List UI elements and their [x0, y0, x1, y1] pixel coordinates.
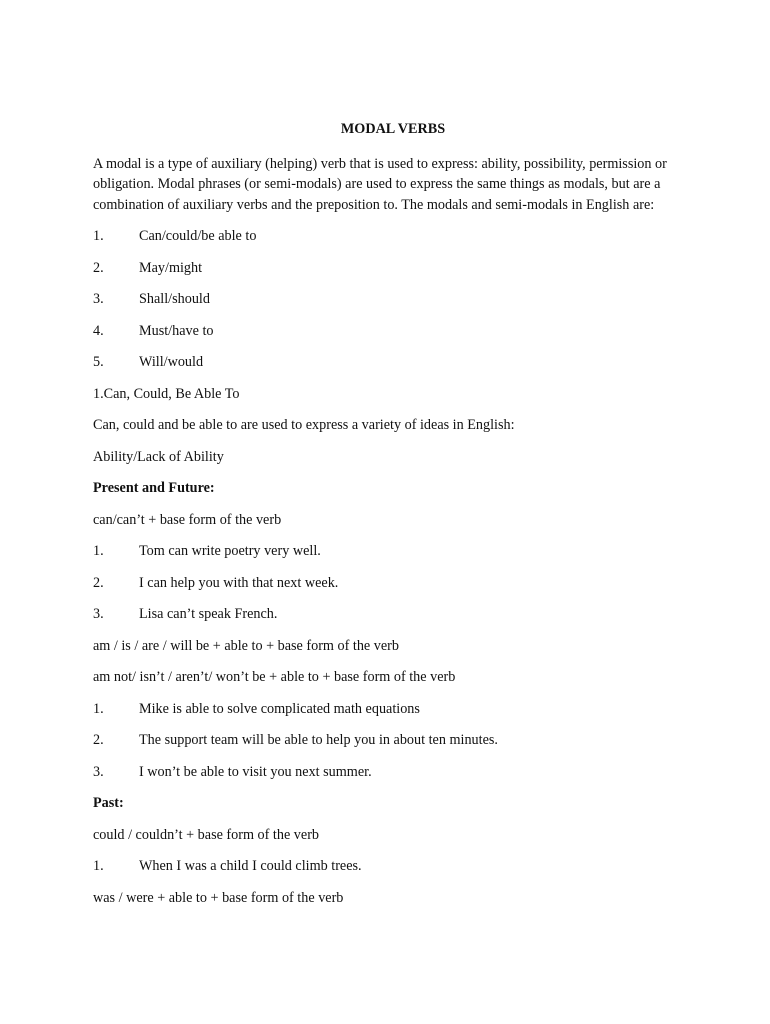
page-title: MODAL VERBS [340, 121, 446, 137]
list-item-number: 1. [93, 228, 104, 245]
modals-list [93, 226, 693, 372]
list-item [93, 352, 693, 372]
list-item-text: When I was a child I could climb trees. [139, 858, 362, 875]
list-item-number: 1. [93, 700, 104, 717]
list-item-text: Mike is able to solve complicated math equations [139, 700, 420, 717]
list-item-text: Shall/should [139, 291, 210, 308]
could-examples-list [93, 856, 693, 876]
list-item-number: 4. [93, 322, 104, 339]
intro-paragraph: A modal is a type of auxiliary (helping) verb that is used to express: ability, possibility, permission or obligation. Modal phrases (or semi-modals) are used to express the same things as modals, but are a combination of auxiliary verbs and the preposition to. The modals and semi-modals in English are: [93, 156, 667, 213]
list-item [93, 226, 693, 246]
list-item-number: 3. [93, 606, 104, 623]
list-item [93, 541, 693, 561]
list-item-text: Lisa can’t speak French. [139, 606, 278, 623]
list-item-number: 2. [93, 732, 104, 749]
list-item-text: I can help you with that next week. [139, 574, 339, 591]
can-formula: can/can’t + base form of the verb [93, 511, 282, 528]
ability-heading: Ability/Lack of Ability [93, 448, 224, 465]
list-item-number: 1. [93, 858, 104, 875]
document-content [93, 119, 693, 919]
section-heading: 1.Can, Could, Be Able To [93, 385, 240, 402]
able-examples-list [93, 699, 693, 782]
could-formula: could / couldn’t + base form of the verb [93, 826, 320, 843]
list-item-number: 5. [93, 354, 104, 371]
list-item [93, 856, 693, 876]
able-formula-positive: am / is / are / will be + able to + base form of the verb [93, 637, 399, 654]
list-item-number: 1. [93, 543, 104, 560]
can-examples-list [93, 541, 693, 624]
list-item-number: 2. [93, 259, 104, 276]
present-future-heading: Present and Future: [93, 480, 215, 497]
able-formula-negative: am not/ isn’t / aren’t/ won’t be + able to + base form of the verb [93, 669, 456, 686]
list-item-text: Tom can write poetry very well. [139, 543, 321, 560]
list-item-text: Can/could/be able to [139, 228, 257, 245]
list-item-number: 2. [93, 574, 104, 591]
list-item-text: I won’t be able to visit you next summer. [139, 763, 372, 780]
past-heading: Past: [93, 795, 124, 812]
list-item [93, 730, 693, 750]
list-item [93, 699, 693, 719]
list-item [93, 258, 693, 278]
list-item-text: The support team will be able to help you in about ten minutes. [139, 732, 498, 749]
list-item [93, 321, 693, 341]
section-intro: Can, could and be able to are used to express a variety of ideas in English: [93, 417, 515, 434]
list-item-text: May/might [139, 259, 203, 276]
list-item-text: Will/would [139, 354, 204, 371]
list-item-number: 3. [93, 763, 104, 780]
was-were-formula: was / were + able to + base form of the verb [93, 889, 344, 906]
list-item [93, 604, 693, 624]
list-item [93, 289, 693, 309]
list-item-number: 3. [93, 291, 104, 308]
list-item [93, 762, 693, 782]
list-item [93, 573, 693, 593]
list-item-text: Must/have to [139, 322, 214, 339]
